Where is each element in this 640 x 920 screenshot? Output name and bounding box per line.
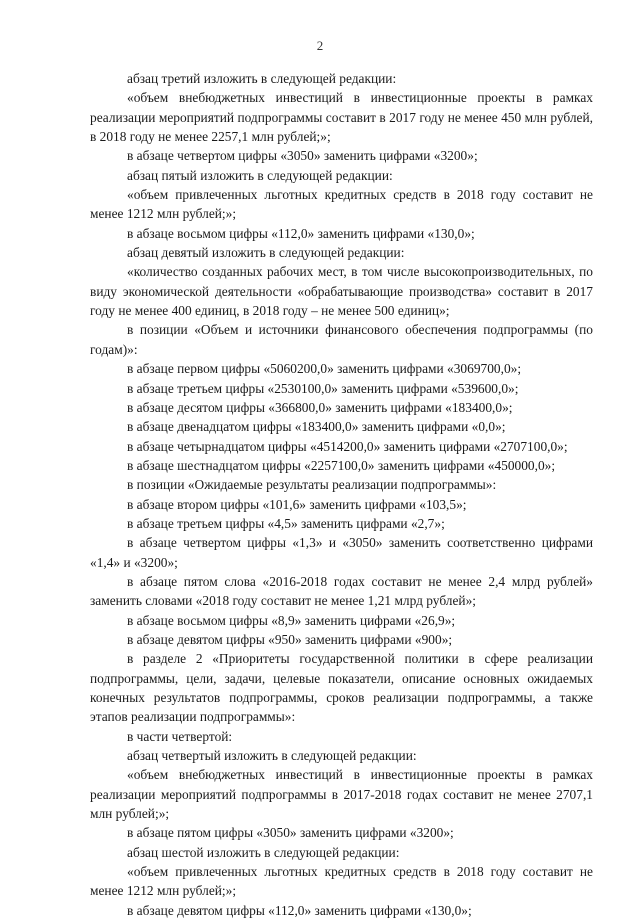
document-paragraph: в абзаце четвертом цифры «1,3» и «3050» заменить соответственно цифрами «1,4» и «3200»;	[90, 535, 593, 570]
document-body	[90, 69, 593, 920]
page-number: 2	[316, 38, 324, 53]
document-paragraph: в разделе 2 «Приоритеты государственной политики в сфере реализации подпрограммы, цели, задачи, целевые показатели, описание основных ожидаемых конечных результатов подпрограммы, сроков реализации подпрограммы, а также этапов реализации подпрограммы»:	[90, 651, 593, 725]
document-paragraph: в абзаце девятом цифры «950» заменить цифрами «900»;	[127, 631, 453, 647]
document-paragraph: в части четвертой:	[127, 728, 233, 744]
document-paragraph: абзац четвертый изложить в следующей редакции:	[127, 748, 417, 764]
document-paragraph: абзац шестой изложить в следующей редакции:	[127, 844, 400, 860]
document-paragraph: в абзаце восьмом цифры «8,9» заменить цифрами «26,9»;	[127, 612, 456, 628]
document-paragraph: в абзаце четырнадцатом цифры «4514200,0» заменить цифрами «2707100,0»;	[127, 438, 568, 454]
document-paragraph: в абзаце двенадцатом цифры «183400,0» заменить цифрами «0,0»;	[127, 419, 506, 435]
document-paragraph: в абзаце четвертом цифры «3050» заменить цифрами «3200»;	[127, 148, 478, 164]
document-paragraph: «объем привлеченных льготных кредитных средств в 2018 году составит не менее 1212 млн рублей;»;	[90, 864, 593, 899]
document-paragraph: в абзаце пятом слова «2016-2018 годах составит не менее 2,4 млрд рублей» заменить словами «2018 году составит не менее 1,21 млрд рублей»;	[90, 573, 593, 609]
document-paragraph: в абзаце третьем цифры «4,5» заменить цифрами «2,7»;	[127, 515, 445, 531]
document-paragraph: абзац третий изложить в следующей редакции:	[127, 71, 397, 86]
document-paragraph: в абзаце первом цифры «5060200,0» заменить цифрами «3069700,0»;	[127, 361, 522, 377]
document-paragraph: «количество созданных рабочих мест, в том числе высокопроизводительных, по виду экономической деятельности «обрабатывающие производства» составит в 2017 году не менее 400 единиц, в 2018 году – не менее 500 единиц»;	[90, 264, 593, 319]
document-paragraph: абзац девятый изложить в следующей редакции:	[127, 245, 405, 261]
document-paragraph: в абзаце восьмом цифры «112,0» заменить цифрами «130,0»;	[127, 225, 475, 241]
document-paragraph: в позиции «Объем и источники финансового обеспечения подпрограммы (по годам)»:	[90, 322, 593, 357]
document-paragraph: в абзаце девятом цифры «112,0» заменить цифрами «130,0»;	[127, 902, 472, 918]
document-paragraph: в абзаце десятом цифры «366800,0» заменить цифрами «183400,0»;	[127, 399, 513, 415]
document-paragraph: «объем внебюджетных инвестиций в инвестиционные проекты в рамках реализации мероприятий подпрограммы составит в 2017 году не менее 450 млн рублей, в 2018 году не менее 2257,1 млн рублей;»;	[90, 90, 593, 145]
document-paragraph: в абзаце пятом цифры «3050» заменить цифрами «3200»;	[127, 825, 454, 841]
document-paragraph: в абзаце шестнадцатом цифры «2257100,0» заменить цифрами «450000,0»;	[127, 457, 556, 473]
document-paragraph: в абзаце третьем цифры «2530100,0» заменить цифрами «539600,0»;	[127, 380, 519, 396]
document-paragraph: абзац пятый изложить в следующей редакции:	[127, 167, 393, 183]
document-paragraph: «объем привлеченных льготных кредитных средств в 2018 году составит не менее 1212 млн рублей;»;	[90, 187, 593, 222]
document-paragraph: «объем внебюджетных инвестиций в инвестиционные проекты в рамках реализации мероприятий подпрограммы в 2017-2018 годах составит не менее 2707,1 млн рублей;»;	[90, 767, 593, 822]
document-paragraph: в абзаце втором цифры «101,6» заменить цифрами «103,5»;	[127, 496, 467, 512]
document-paragraph: в позиции «Ожидаемые результаты реализации подпрограммы»:	[127, 477, 497, 493]
